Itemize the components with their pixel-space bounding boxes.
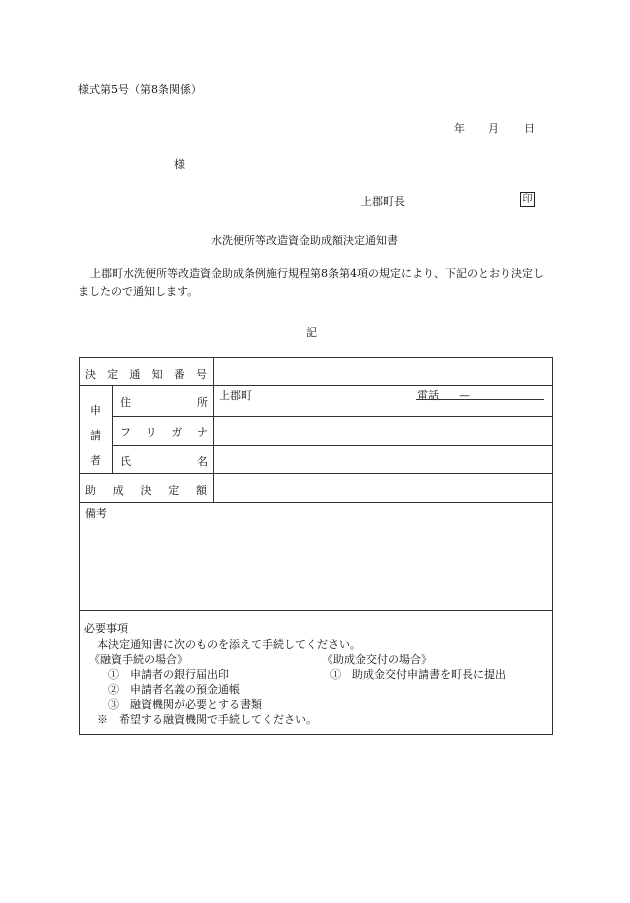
date-day: 日 [524, 122, 535, 135]
remarks-label: 備考 [85, 507, 107, 520]
loan-item-3: ③ 融資機関が必要とする書類 [108, 698, 262, 711]
notes-heading: 必要事項 [84, 622, 128, 635]
grant-heading: 《助成金交付の場合》 [322, 653, 432, 666]
decision-number-label: 決 定 通 知 番 号 [85, 368, 207, 381]
loan-heading: 《融資手続の場合》 [89, 653, 188, 666]
notes-intro: 本決定通知書に次のものを添えて手続してください。 [97, 638, 361, 651]
name-field[interactable] [214, 446, 550, 472]
applicant-label: 申 請 者 [90, 404, 101, 467]
body-text: 上郡町水洗便所等改造資金助成条例施行規程第8条第4項の規定により、下記のとおり決定しましたので通知します。 [78, 267, 544, 298]
ki-heading: 記 [306, 326, 317, 339]
grant-item-1: ① 助成金交付申請書を町長に提出 [330, 668, 506, 681]
issuer-title: 上郡町長 [361, 195, 405, 208]
date-month: 月 [488, 122, 499, 135]
furigana-field[interactable] [214, 417, 550, 444]
address-field[interactable] [260, 402, 548, 414]
phone-underline [416, 399, 544, 400]
grant-amount-field[interactable] [214, 474, 550, 501]
grant-amount-label: 助 成 決 定 額 [85, 484, 207, 497]
name-label: 氏 名 [120, 455, 208, 468]
remarks-field[interactable] [82, 520, 548, 607]
recipient-suffix: 様 [174, 158, 185, 171]
document-title: 水洗便所等改造資金助成額決定通知書 [211, 234, 398, 247]
loan-item-1: ① 申請者の銀行届出印 [108, 668, 229, 681]
form-number: 様式第5号（第8条関係） [78, 83, 202, 96]
address-prefix: 上郡町 [219, 389, 252, 402]
loan-item-2: ② 申請者名義の預金通帳 [108, 683, 240, 696]
furigana-label: フ リ ガ ナ [120, 426, 208, 439]
address-label: 住 所 [120, 396, 208, 409]
seal-mark: 印 [520, 192, 535, 207]
footnote: ※ 希望する融資機関で手続してください。 [97, 713, 317, 726]
date-year: 年 [454, 122, 465, 135]
phone-label: 電話 — [417, 389, 470, 402]
decision-number-field[interactable] [214, 358, 550, 385]
